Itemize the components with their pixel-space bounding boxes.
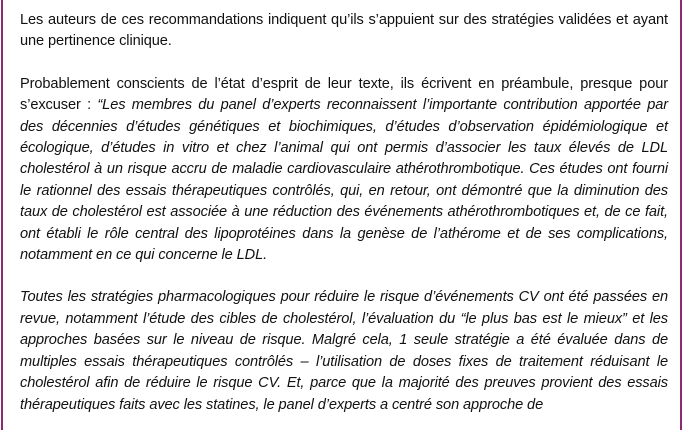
paragraph-2 (20, 74, 668, 267)
paragraph-2-intro: Probablement conscients de l’état d’esprit de leur texte, ils écrivent en préambule, presque pour s’excuser : (20, 75, 668, 114)
paragraph-2-quote: “Les membres du panel d’experts reconnaissent l’importante contribution apportée par des décennies d’études génétiques et biochimiques, d’études d’observation épidémiologique et écologique, d’études in vitro et chez l’animal qui ont permis d’associer les taux élevés de LDL cholestérol à un risque accru de maladie cardiovasculaire athérothrombotique. Ces études ont fourni le rationnel des essais thérapeutiques contrôlés, qui, en retour, ont démontré que la diminution des taux de cholestérol est associée à une réduction des événements athérothrombotiques et, de ce fait, ont établi le rôle central des lipoprotéines dans la genèse de l’athérome et de ses complications, notamment en ce qui concerne le LDL. (20, 97, 668, 264)
paragraph-3: Toutes les stratégies pharmacologiques pour réduire le risque d’événements CV ont été passées en revue, notamment l’étude des cibles de cholestérol, l’évaluation du “le plus bas est le mieux” et les approches basées sur le niveau de risque. Malgré cela, 1 seule stratégie a été évaluée dans de multiples essais thérapeutiques contrôlés – l’utilisation de doses fixes de traitement réduisant le cholestérol afin de réduire le risque CV. Et, parce que la majorité des preuves provient des essais thérapeutiques faits avec les statines, le panel d’experts a centré son approche de (20, 289, 668, 413)
paragraph-1: Les auteurs de ces recommandations indiquent qu’ils s’appuient sur des stratégies validées et ayant une pertinence clinique. (20, 12, 668, 50)
article-text (20, 10, 668, 430)
